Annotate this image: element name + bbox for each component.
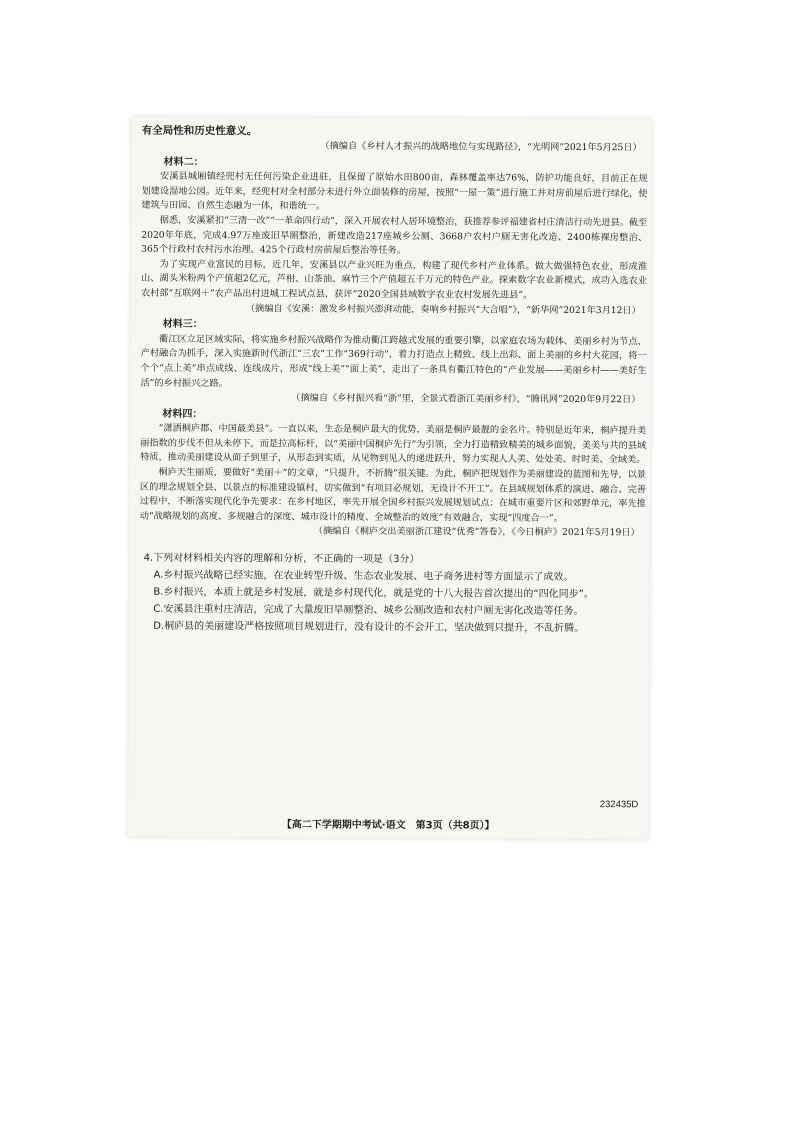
material-2-title: 材料二： (163, 156, 204, 168)
page-footer: 【高二下学期期中考试·语文 第3页（共8页）】 (281, 819, 495, 832)
option-d: D.桐庐县的美丽建设严格按照项目规划进行，没有设计的不会开工，坚决做到只提升，不乱折腾。 (153, 620, 585, 635)
paper-code: 232435D (599, 799, 639, 811)
material-3-paragraph-1: 衢江区立足区域实际，将实施乡村振兴战略作为推动衢江跨越式发展的重要引擎，以家庭农场为载体、美丽乡村为节点、产村融合为抓手，深入实施新时代浙江“三农”工作“369行动”，着力打造点上精致、线上出彩、面上美丽的乡村大花园，将一个个“点上美”串点成线、连线成片，形成“线上美”“面上美”，走出了一条具有衢江特色的“产业发展——美丽乡村——美好生活”的乡村振兴之路。 (140, 333, 647, 389)
option-a: A.乡村振兴战略已经实施，在农业转型升级、生态农业发展、电子商务进村等方面显示了成效。 (153, 569, 574, 583)
source-3: （摘编自《乡村振兴看“浙”里，全景式看浙江美丽乡村》，“腾讯网”2020年9月22日） (291, 392, 641, 406)
exam-page (128, 117, 652, 840)
material-2-paragraph-3: 为了实现产业富民的目标，近几年，安溪县以产业兴旺为重点，构建了现代乡村产业体系。做大做强特色农业，形成淮山、湖头米粉两个产值超2亿元，芦柑、山茶油、麻竹三个产值超五千万元的特色产业。探索数字农业新模式，成功入选农业农村部“互联网＋”农产品出村进城工程试点县，获评“2020全国县域数字农业农村发展先进县”。 (140, 258, 648, 301)
option-c: C.安溪县注重村庄清洁，完成了大量废旧旱厕整治、城乡公厕改造和农村户厕无害化改造等任务。 (153, 603, 584, 618)
source-2: （摘编自《安溪：激发乡村振兴澎湃动能，奏响乡村振兴“大合唱”》，“新华网”2021年3月12日） (245, 302, 641, 316)
question-4 (139, 551, 645, 637)
source-1: （摘编自《乡村人才振兴的战略地位与实现路径》，“光明网”2021年5月25日） (320, 140, 642, 154)
source-4: （摘编自《桐庐交出美丽浙江建设“优秀”答卷》，《今日桐庐》2021年5月19日） (313, 526, 640, 539)
page-content (139, 123, 648, 637)
material-4-title: 材料四： (162, 408, 203, 420)
question-stem: 4.下列对材料相关内容的理解和分析，不正确的一项是（3分） (143, 552, 420, 566)
material-4-paragraph-2: 桐庐天生丽质，要做好“美丽＋”的文章，“只提升，不折腾”很关键。为此，桐庐把规划作为美丽建设的蓝图和先导，以景区的理念规划全县、以景点的标准建设镇村，切实做到“有项目必规划，无设计不开工”。在县域规划体系的演进、融合、完善过程中，不断落实现代化争先要求：在乡村地区，率先开展全国乡村振兴发展规划试点；在城市重要片区和郊野单元，率先推动“战略规划的高度、多规融合的深度、城市设计的精度、全域整治的效度”有效融合，实现“四度合一”。 (139, 466, 647, 524)
material-2-paragraph-1: 安溪县城厢镇经兜村无任何污染企业进驻，且保留了原始水田800亩，森林覆盖率达76%，防护功能良好，目前正在规划建设湿地公园。近年来，经兜村对全村部分未进行外立面装修的房屋，按照“一屋一策”进行施工并对房前屋后进行绿化，使建筑与田园、自然生态融为一体，和谐统一。 (141, 170, 648, 213)
material-4-paragraph-1: “潇洒桐庐郡、中国最美县”。一直以来，生态是桐庐最大的优势，美丽是桐庐最靓的金名片。特别是近年来，桐庐提升美丽指数的步伐不但从未停下，而是拉高标杆，以“美丽中国桐庐先行”为引领，全力打造精致精美的城乡面貌，美美与共的县域特质，推动美丽建设从面子到里子，从形态到实质，从见物到见人的递进跃升，努力实现人人美、处处美、时时美、全域美。 (140, 423, 647, 466)
material-3-title: 材料三： (162, 318, 203, 331)
option-b: B.乡村振兴，本质上就是乡村发展，就是乡村现代化，就是党的十八大报告首次提出的“四化同步”。 (153, 586, 594, 601)
material-2-paragraph-2: 据悉，安溪紧扣“三清一改”“一革命四行动”，深入开展农村人居环境整治，获推荐参评福建省村庄清洁行动先进县。截至2020年年底，完成4.97万座废旧旱厕整治，新建改造217座城乡公厕、3668户农村户厕无害化改造、2400栋裸房整治、365个行政村农村污水治理、425个行政村房前屋后整治等任务。 (141, 214, 648, 257)
intro-line: 有全局性和历史性意义。 (141, 124, 258, 138)
